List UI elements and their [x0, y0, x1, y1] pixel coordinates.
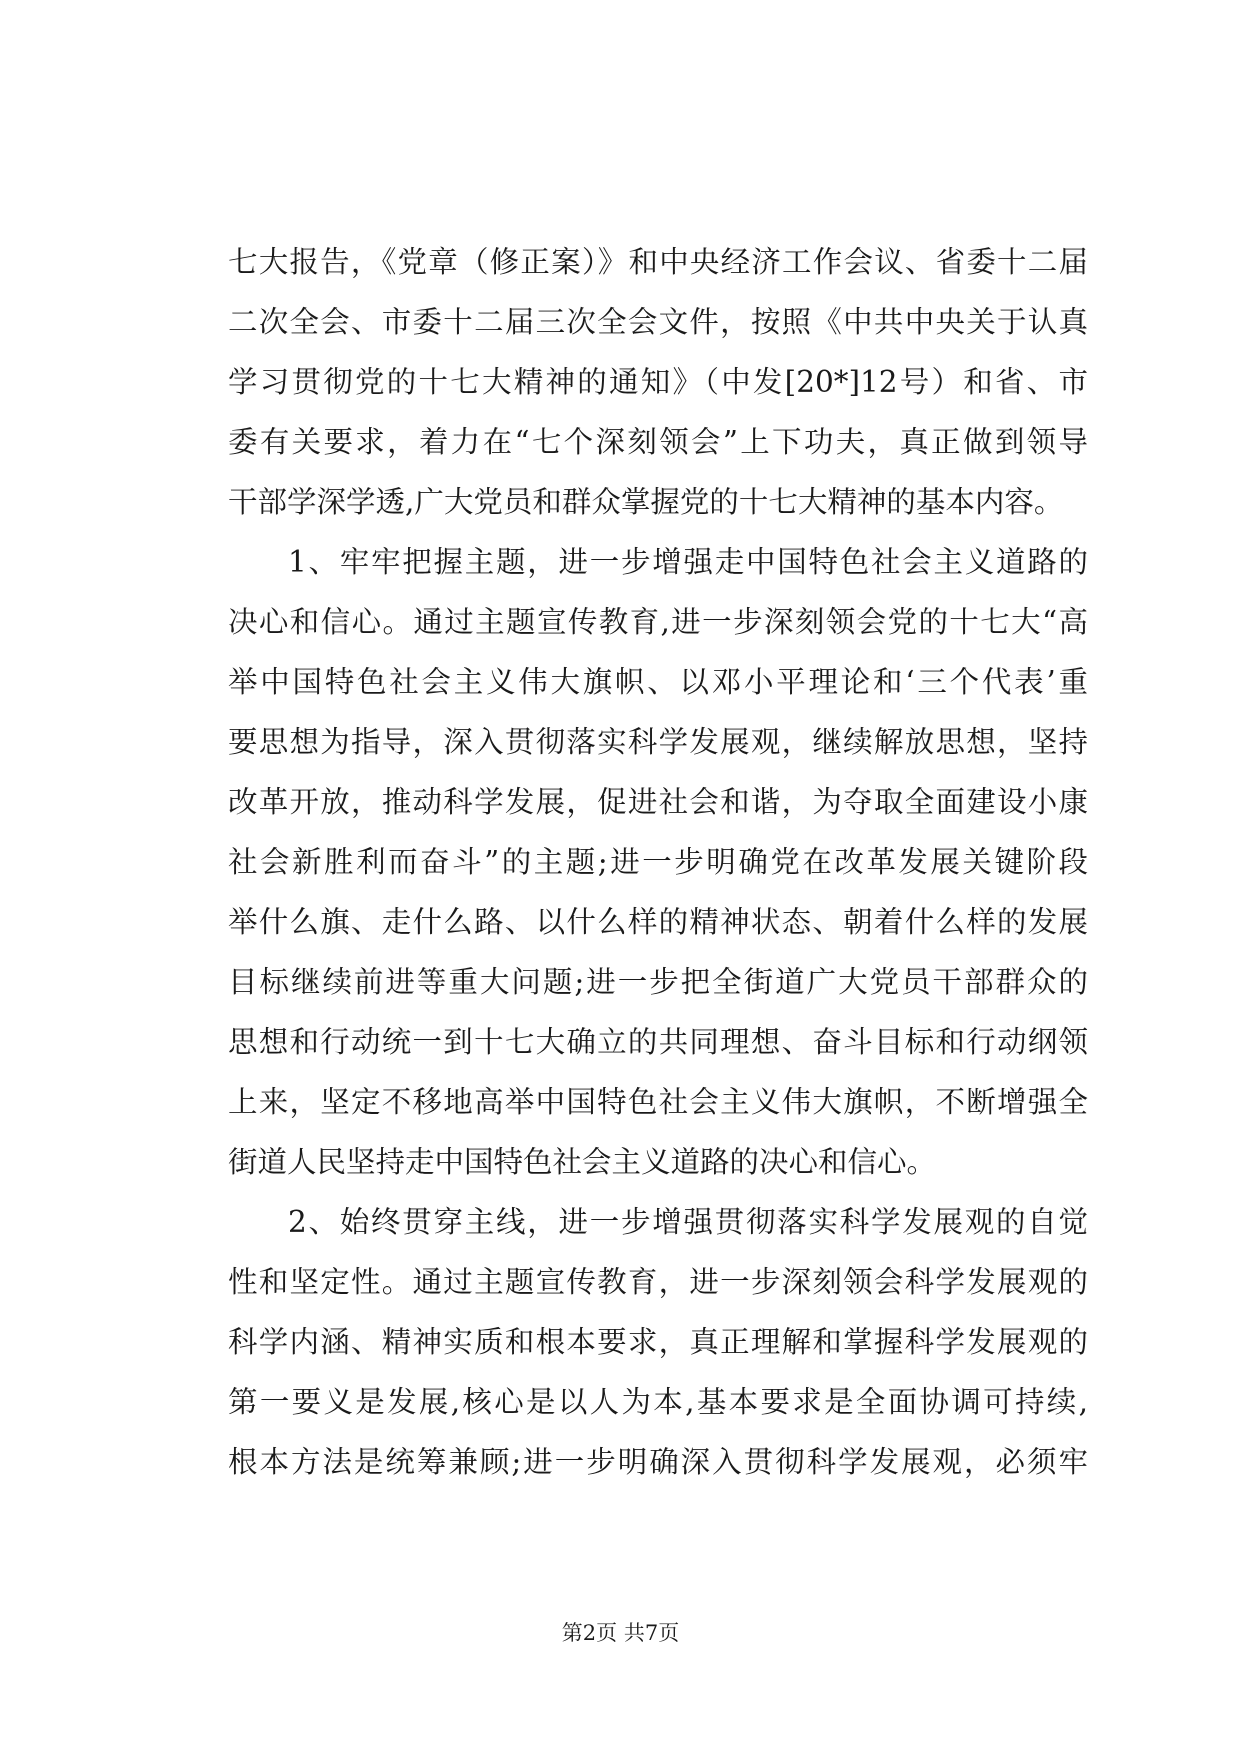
- text-line: 学习贯彻党的十七大精神的通知》（中发[20*]12号）和省、市: [228, 365, 1088, 399]
- text-line: 目标继续前进等重大问题;进一步把全街道广大党员干部群众的: [228, 965, 1088, 999]
- text-line: 委有关要求，着力在“七个深刻领会”上下功夫，真正做到领导: [228, 425, 1088, 459]
- text-line: 干部学深学透,广大党员和群众掌握党的十七大精神的基本内容。: [228, 485, 1064, 519]
- text-line: 社会新胜利而奋斗”的主题;进一步明确党在改革发展关键阶段: [228, 845, 1088, 879]
- text-line: 改革开放，推动科学发展，促进社会和谐，为夺取全面建设小康: [228, 785, 1088, 819]
- text-line: 1、牢牢把握主题，进一步增强走中国特色社会主义道路的: [288, 545, 1088, 579]
- text-line: 决心和信心。通过主题宣传教育,进一步深刻领会党的十七大“高: [228, 605, 1088, 639]
- text-line: 街道人民坚持走中国特色社会主义道路的决心和信心。: [228, 1145, 937, 1179]
- text-line: 第一要义是发展,核心是以人为本,基本要求是全面协调可持续,: [228, 1385, 1088, 1419]
- page-number-footer: 第2页 共7页: [561, 1621, 680, 1645]
- text-line: 上来，坚定不移地高举中国特色社会主义伟大旗帜，不断增强全: [228, 1085, 1088, 1119]
- text-line: 思想和行动统一到十七大确立的共同理想、奋斗目标和行动纲领: [228, 1025, 1088, 1059]
- text-line: 七大报告，《党章（修正案）》和中央经济工作会议、省委十二届: [228, 245, 1088, 279]
- text-line: 性和坚定性。通过主题宣传教育，进一步深刻领会科学发展观的: [228, 1265, 1088, 1299]
- body-text: [228, 232, 1088, 1492]
- text-line: 2、始终贯穿主线，进一步增强贯彻落实科学发展观的自觉: [288, 1205, 1088, 1239]
- text-line: 二次全会、市委十二届三次全会文件，按照《中共中央关于认真: [228, 305, 1088, 339]
- text-line: 举中国特色社会主义伟大旗帜、以邓小平理论和‘三个代表’重: [228, 665, 1088, 699]
- text-line: 根本方法是统筹兼顾;进一步明确深入贯彻科学发展观，必须牢: [228, 1445, 1088, 1479]
- text-line: 举什么旗、走什么路、以什么样的精神状态、朝着什么样的发展: [228, 905, 1088, 939]
- text-line: 科学内涵、精神实质和根本要求，真正理解和掌握科学发展观的: [228, 1325, 1088, 1359]
- text-line: 要思想为指导，深入贯彻落实科学发展观，继续解放思想，坚持: [228, 725, 1088, 759]
